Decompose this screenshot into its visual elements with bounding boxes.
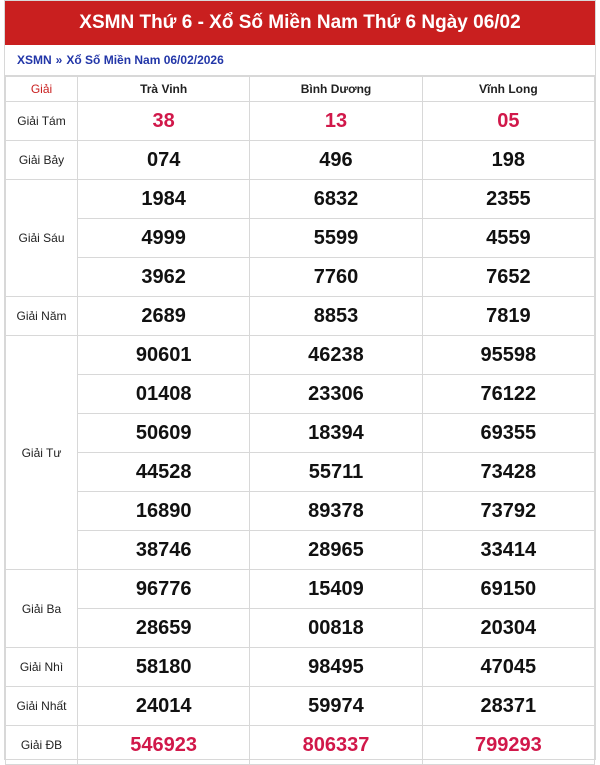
result-number: 3962 (78, 258, 250, 297)
result-number: 98495 (250, 648, 422, 687)
result-number: 13 (250, 102, 422, 141)
result-number: 2689 (78, 297, 250, 336)
result-number: 496 (250, 141, 422, 180)
prize-row-g4 (6, 492, 595, 531)
prize-label-special: Giải ĐB (6, 726, 78, 765)
prize-row-g7 (6, 141, 595, 180)
prize-label-g2: Giải Nhì (6, 648, 78, 687)
breadcrumb-current-link[interactable]: Xổ Số Miền Nam 06/02/2026 (66, 53, 224, 67)
prize-label-g5: Giải Năm (6, 297, 78, 336)
result-number-special: 806337 (250, 726, 422, 765)
prize-row-g3 (6, 609, 595, 648)
result-number: 69355 (422, 414, 594, 453)
result-number-special: 799293 (422, 726, 594, 765)
result-number: 55711 (250, 453, 422, 492)
result-number: 7652 (422, 258, 594, 297)
prize-row-g3 (6, 570, 595, 609)
result-number: 1984 (78, 180, 250, 219)
breadcrumb-home-link[interactable]: XSMN (17, 53, 52, 67)
prize-row-special (6, 726, 595, 765)
result-number: 69150 (422, 570, 594, 609)
prize-row-g4 (6, 414, 595, 453)
result-number: 074 (78, 141, 250, 180)
prize-column-header: Giải (6, 77, 78, 102)
result-number-special: 546923 (78, 726, 250, 765)
result-number: 59974 (250, 687, 422, 726)
result-number: 33414 (422, 531, 594, 570)
prize-row-g6 (6, 180, 595, 219)
result-number: 89378 (250, 492, 422, 531)
result-number: 16890 (78, 492, 250, 531)
result-number: 5599 (250, 219, 422, 258)
province-header-tra-vinh[interactable]: Trà Vinh (78, 77, 250, 102)
result-number: 73428 (422, 453, 594, 492)
result-number: 28965 (250, 531, 422, 570)
result-number: 4999 (78, 219, 250, 258)
result-number: 38 (78, 102, 250, 141)
prize-row-g5 (6, 297, 595, 336)
breadcrumb-separator: » (55, 53, 63, 67)
results-table (5, 76, 595, 765)
prize-row-g8 (6, 102, 595, 141)
prize-row-g4 (6, 336, 595, 375)
result-number: 50609 (78, 414, 250, 453)
prize-label-g8: Giải Tám (6, 102, 78, 141)
province-header-binh-duong[interactable]: Bình Dương (250, 77, 422, 102)
result-number: 05 (422, 102, 594, 141)
result-number: 24014 (78, 687, 250, 726)
result-number: 4559 (422, 219, 594, 258)
prize-label-g7: Giải Bảy (6, 141, 78, 180)
result-number: 15409 (250, 570, 422, 609)
prize-row-g6 (6, 258, 595, 297)
result-number: 2355 (422, 180, 594, 219)
prize-row-g4 (6, 375, 595, 414)
results-card (4, 0, 596, 760)
result-number: 95598 (422, 336, 594, 375)
result-number: 18394 (250, 414, 422, 453)
prize-row-g2 (6, 648, 595, 687)
result-number: 20304 (422, 609, 594, 648)
result-number: 73792 (422, 492, 594, 531)
prize-row-g1 (6, 687, 595, 726)
result-number: 6832 (250, 180, 422, 219)
province-header-vinh-long[interactable]: Vĩnh Long (422, 77, 594, 102)
result-number: 23306 (250, 375, 422, 414)
breadcrumb (5, 45, 595, 76)
result-number: 7760 (250, 258, 422, 297)
result-number: 28371 (422, 687, 594, 726)
result-number: 38746 (78, 531, 250, 570)
prize-row-g4 (6, 453, 595, 492)
prize-label-g3: Giải Ba (6, 570, 78, 648)
result-number: 96776 (78, 570, 250, 609)
page-title: XSMN Thứ 6 - Xổ Số Miền Nam Thứ 6 Ngày 06/02 (5, 1, 595, 45)
result-number: 46238 (250, 336, 422, 375)
prize-row-g6 (6, 219, 595, 258)
prize-label-g4: Giải Tư (6, 336, 78, 570)
result-number: 76122 (422, 375, 594, 414)
result-number: 28659 (78, 609, 250, 648)
result-number: 8853 (250, 297, 422, 336)
prize-row-g4 (6, 531, 595, 570)
result-number: 44528 (78, 453, 250, 492)
result-number: 198 (422, 141, 594, 180)
result-number: 01408 (78, 375, 250, 414)
result-number: 47045 (422, 648, 594, 687)
prize-label-g1: Giải Nhất (6, 687, 78, 726)
table-header-row (6, 77, 595, 102)
prize-label-g6: Giải Sáu (6, 180, 78, 297)
result-number: 90601 (78, 336, 250, 375)
result-number: 00818 (250, 609, 422, 648)
result-number: 7819 (422, 297, 594, 336)
result-number: 58180 (78, 648, 250, 687)
